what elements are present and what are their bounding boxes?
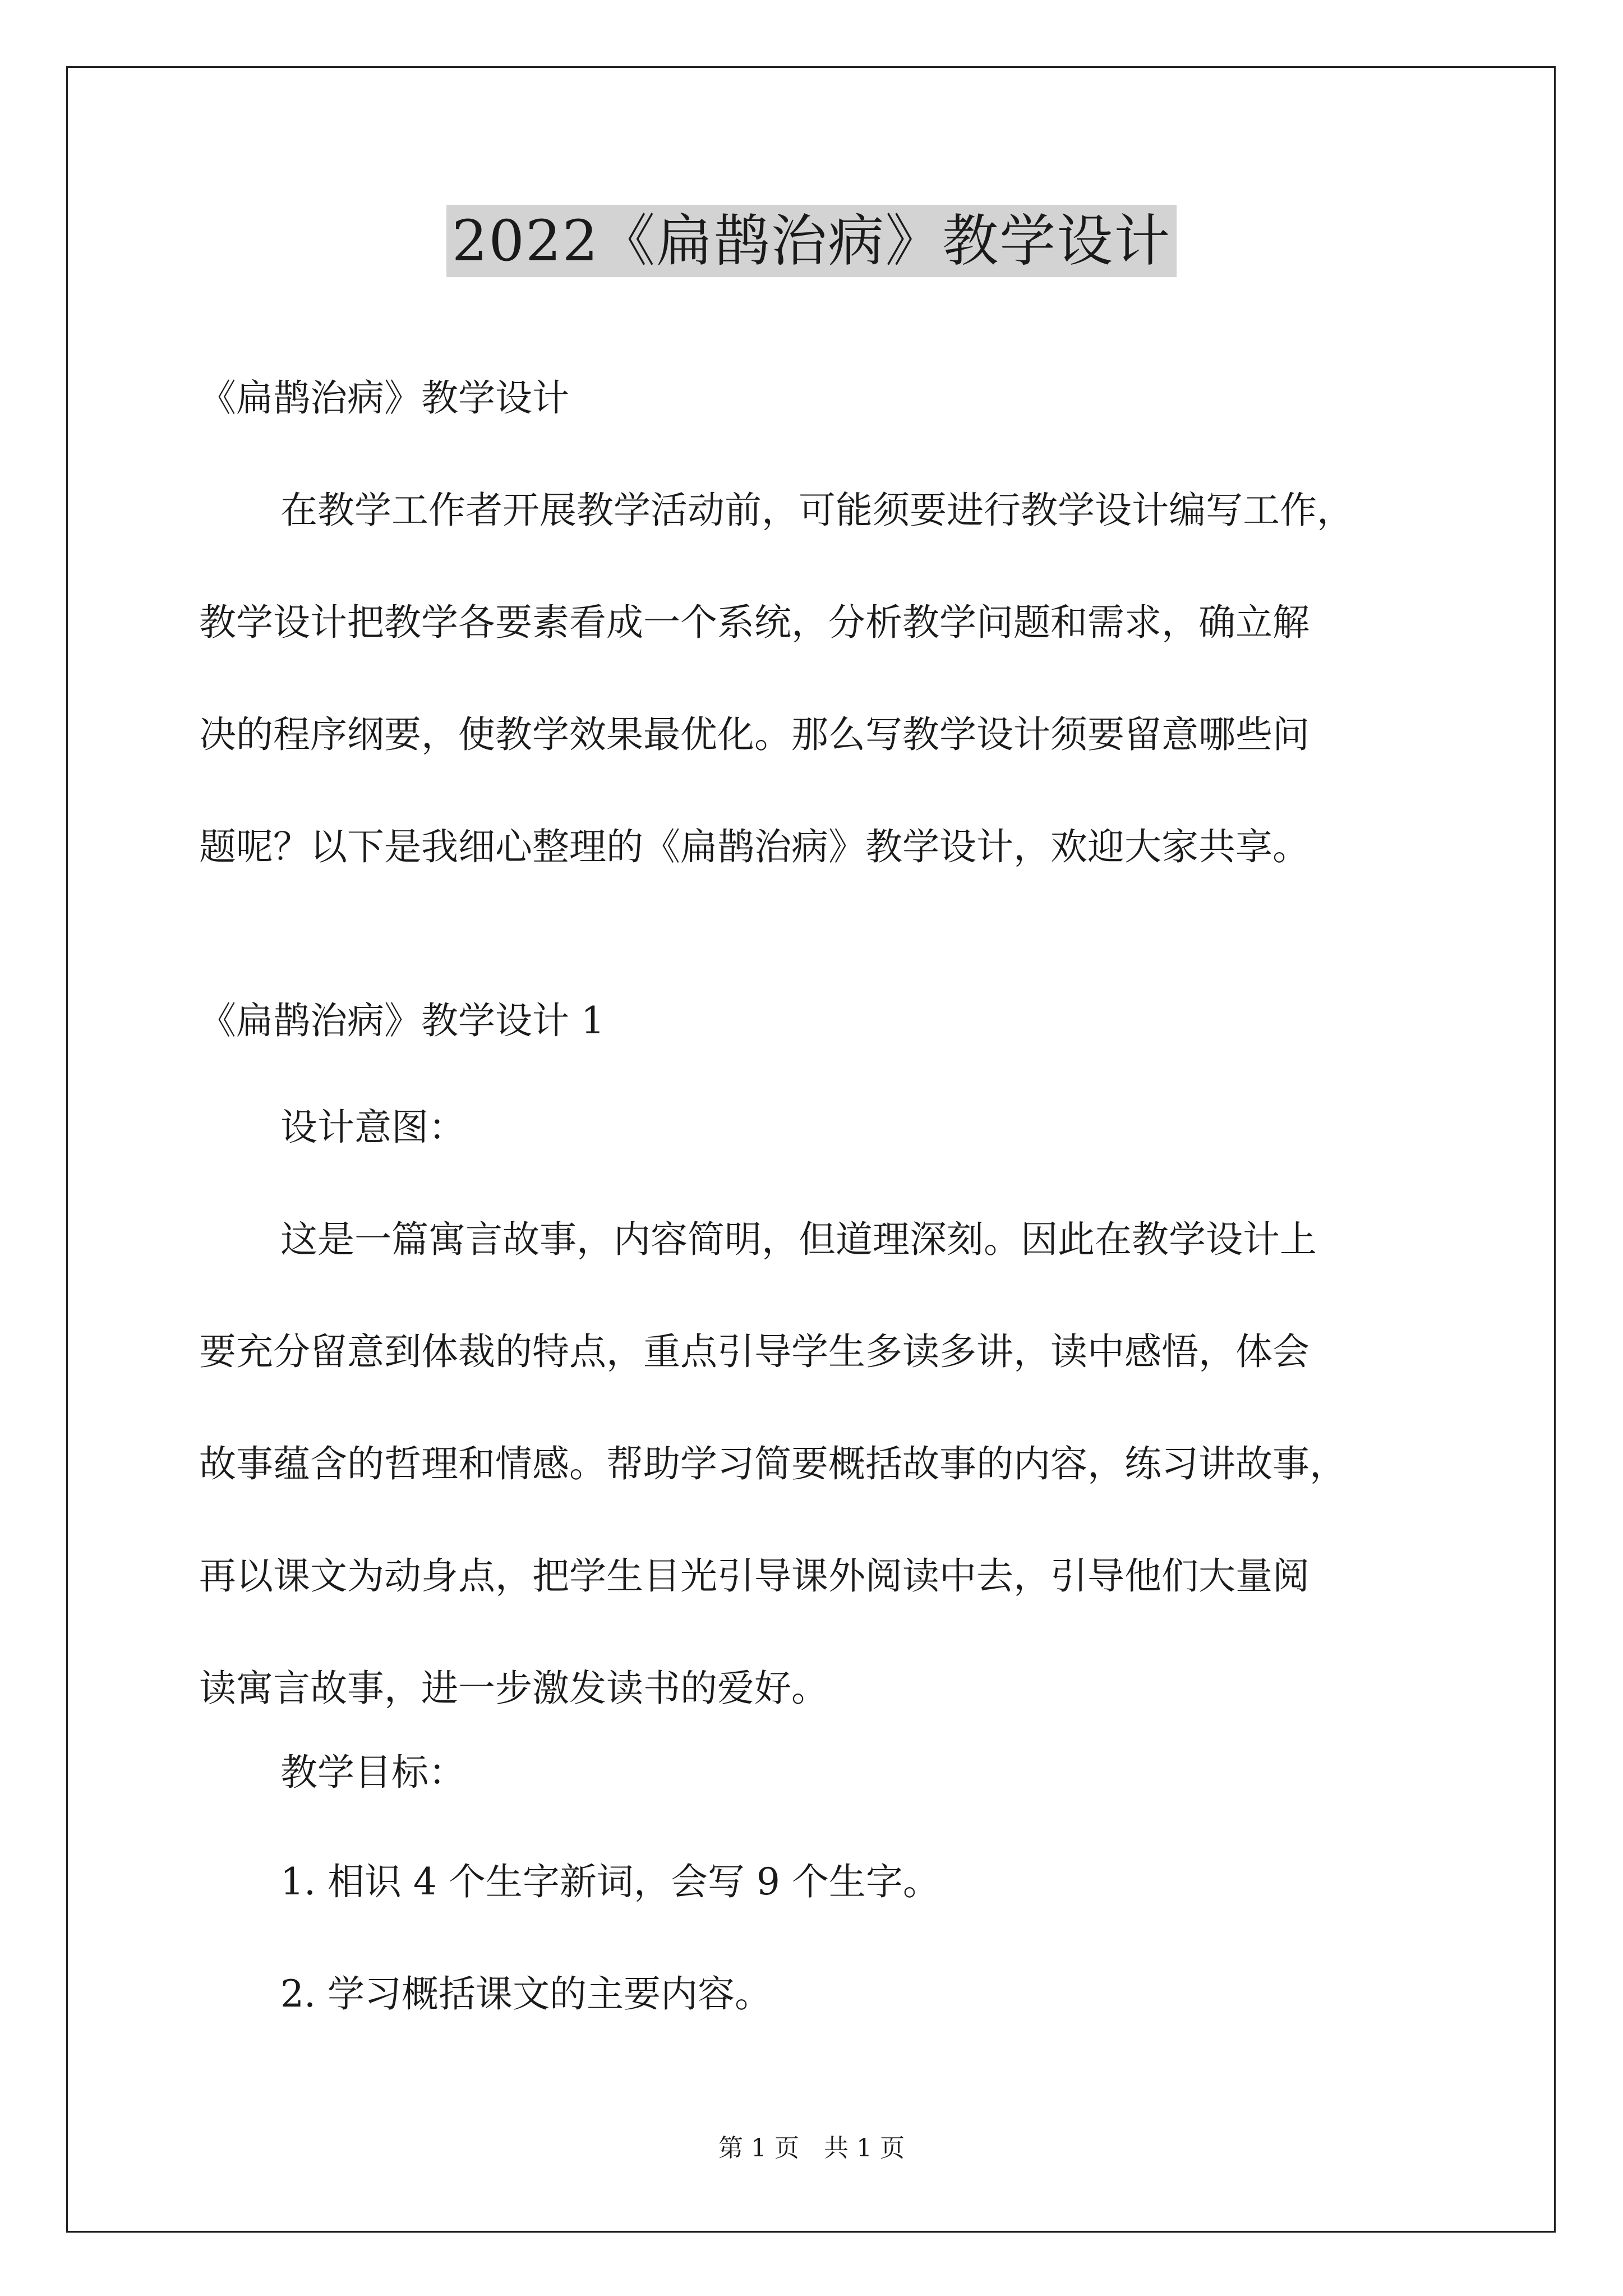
document-title bbox=[0, 202, 1623, 280]
goals-list bbox=[199, 1826, 1430, 2050]
design-intent-paragraph bbox=[199, 1184, 1430, 1745]
intro-line-2: 教学设计把教学各要素看成一个系统，分析教学问题和需求，确立解 bbox=[199, 601, 1310, 644]
design-intent-line-3: 故事蕴含的哲理和情感。帮助学习简要概括故事的内容，练习讲故事， bbox=[199, 1442, 1347, 1485]
document-title-text: 2022《扁鹊治病》教学设计 bbox=[446, 205, 1177, 277]
design-intent-line-4: 再以课文为动身点，把学生目光引导课外阅读中去，引导他们大量阅 bbox=[199, 1554, 1310, 1598]
goals-label-text: 教学目标： bbox=[280, 1751, 465, 1794]
design-intent-line-5: 读寓言故事，进一步激发读书的爱好。 bbox=[199, 1667, 828, 1710]
design-intent-line-2: 要充分留意到体裁的特点，重点引导学生多读多讲，读中感悟，体会 bbox=[199, 1330, 1310, 1373]
design-intent-label-text: 设计意图： bbox=[280, 1106, 465, 1149]
design-intent-label bbox=[199, 1071, 1430, 1184]
goals-label bbox=[199, 1717, 1430, 1829]
subtitle-text: 《扁鹊治病》教学设计 bbox=[199, 376, 569, 420]
goal-item-2: 2. 学习概括课文的主要内容。 bbox=[280, 1972, 772, 2016]
section-heading-text: 《扁鹊治病》教学设计 1 bbox=[199, 999, 605, 1042]
page-number: 第 1 页 共 1 页 bbox=[718, 2134, 905, 2162]
document-subtitle bbox=[199, 342, 1430, 454]
design-intent-line-1: 这是一篇寓言故事，内容简明，但道理深刻。因此在教学设计上 bbox=[280, 1218, 1317, 1261]
intro-paragraph bbox=[199, 454, 1430, 903]
section-heading bbox=[199, 965, 1430, 1077]
intro-line-3: 决的程序纲要，使教学效果最优化。那么写教学设计须要留意哪些问 bbox=[199, 713, 1310, 756]
goal-item-1: 1. 相识 4 个生字新词，会写 9 个生字。 bbox=[280, 1860, 940, 1903]
intro-line-4: 题呢？以下是我细心整理的《扁鹊治病》教学设计，欢迎大家共享。 bbox=[199, 825, 1310, 868]
page-footer bbox=[0, 2132, 1623, 2165]
intro-line-1: 在教学工作者开展教学活动前，可能须要进行教学设计编写工作， bbox=[280, 489, 1354, 532]
